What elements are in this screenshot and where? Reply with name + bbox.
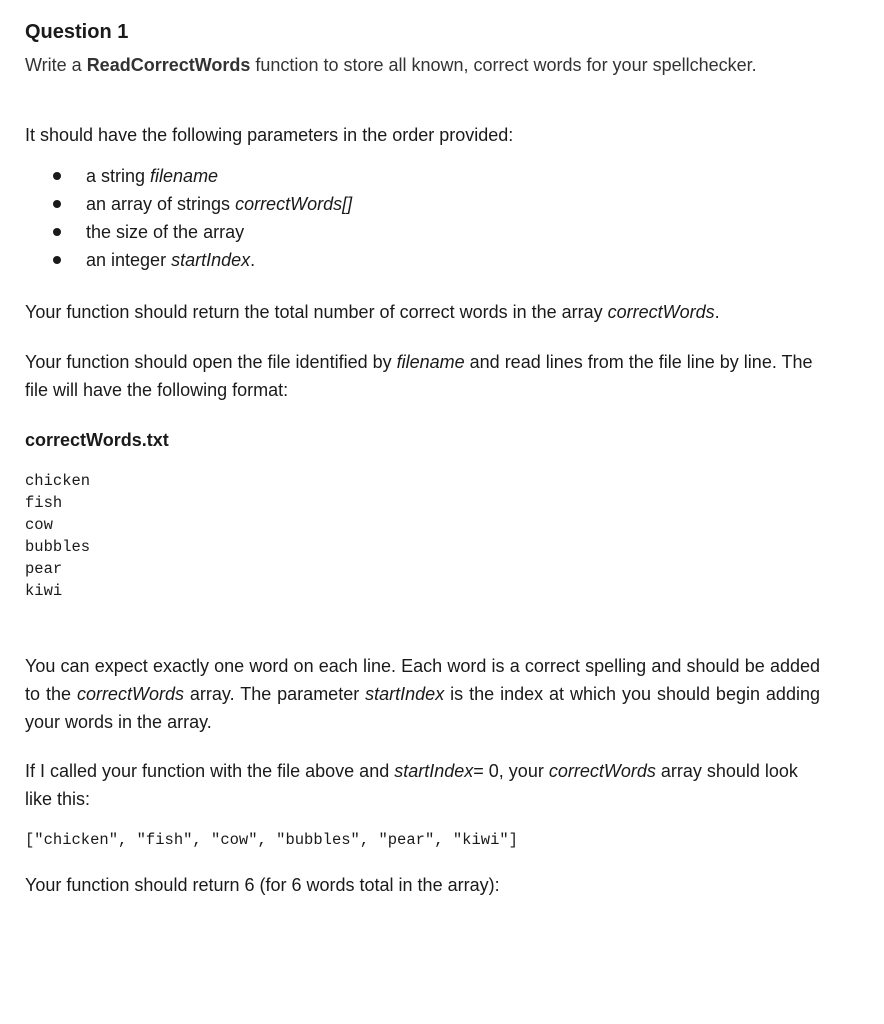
bullet-icon (53, 256, 61, 264)
bullet-icon (53, 172, 61, 180)
parameter-list (25, 162, 820, 274)
params-intro: It should have the following parameters in the order provided: (25, 125, 514, 145)
function-name: ReadCorrectWords (86, 55, 251, 75)
bullet-icon (53, 200, 61, 208)
array-example-code: ["chicken", "fish", "cow", "bubbles", "pear", "kiwi"] (25, 831, 518, 849)
file-line: cow (25, 516, 53, 534)
intro-suffix: function to store all known, correct words for your spellchecker. (250, 55, 757, 75)
file-line: chicken (25, 472, 91, 490)
return-paragraph: Your function should return the total number of correct words in the array correctWords. (25, 302, 720, 322)
expect-paragraph: You can expect exactly one word on each line. Each word is a correct spelling and should be added to the correctWords array. The parameter startIndex is the index at which you should begin adding your words in the array. (25, 656, 820, 732)
parameter-item: an integer startIndex. (53, 246, 820, 274)
question-document (25, 18, 820, 899)
final-paragraph: Your function should return 6 (for 6 words total in the array): (25, 875, 500, 895)
file-contents-code (25, 470, 820, 602)
bullet-icon (53, 228, 61, 236)
file-heading: correctWords.txt (25, 430, 169, 450)
intro-prefix: Write a (25, 55, 87, 75)
file-line: pear (25, 560, 63, 578)
parameter-item: an array of strings correctWords[] (53, 190, 820, 218)
called-paragraph: If I called your function with the file above and startIndex= 0, your correctWords array should look like this: (25, 761, 798, 809)
parameter-item: the size of the array (53, 218, 820, 246)
intro-paragraph (25, 51, 820, 79)
question-title: Question 1 (25, 21, 129, 43)
file-line: bubbles (25, 538, 91, 556)
file-line: fish (25, 494, 63, 512)
parameter-item: a string filename (53, 162, 820, 190)
open-file-paragraph: Your function should open the file identified by filename and read lines from the file line by line. The file will have the following format: (25, 352, 813, 400)
file-line: kiwi (25, 582, 63, 600)
